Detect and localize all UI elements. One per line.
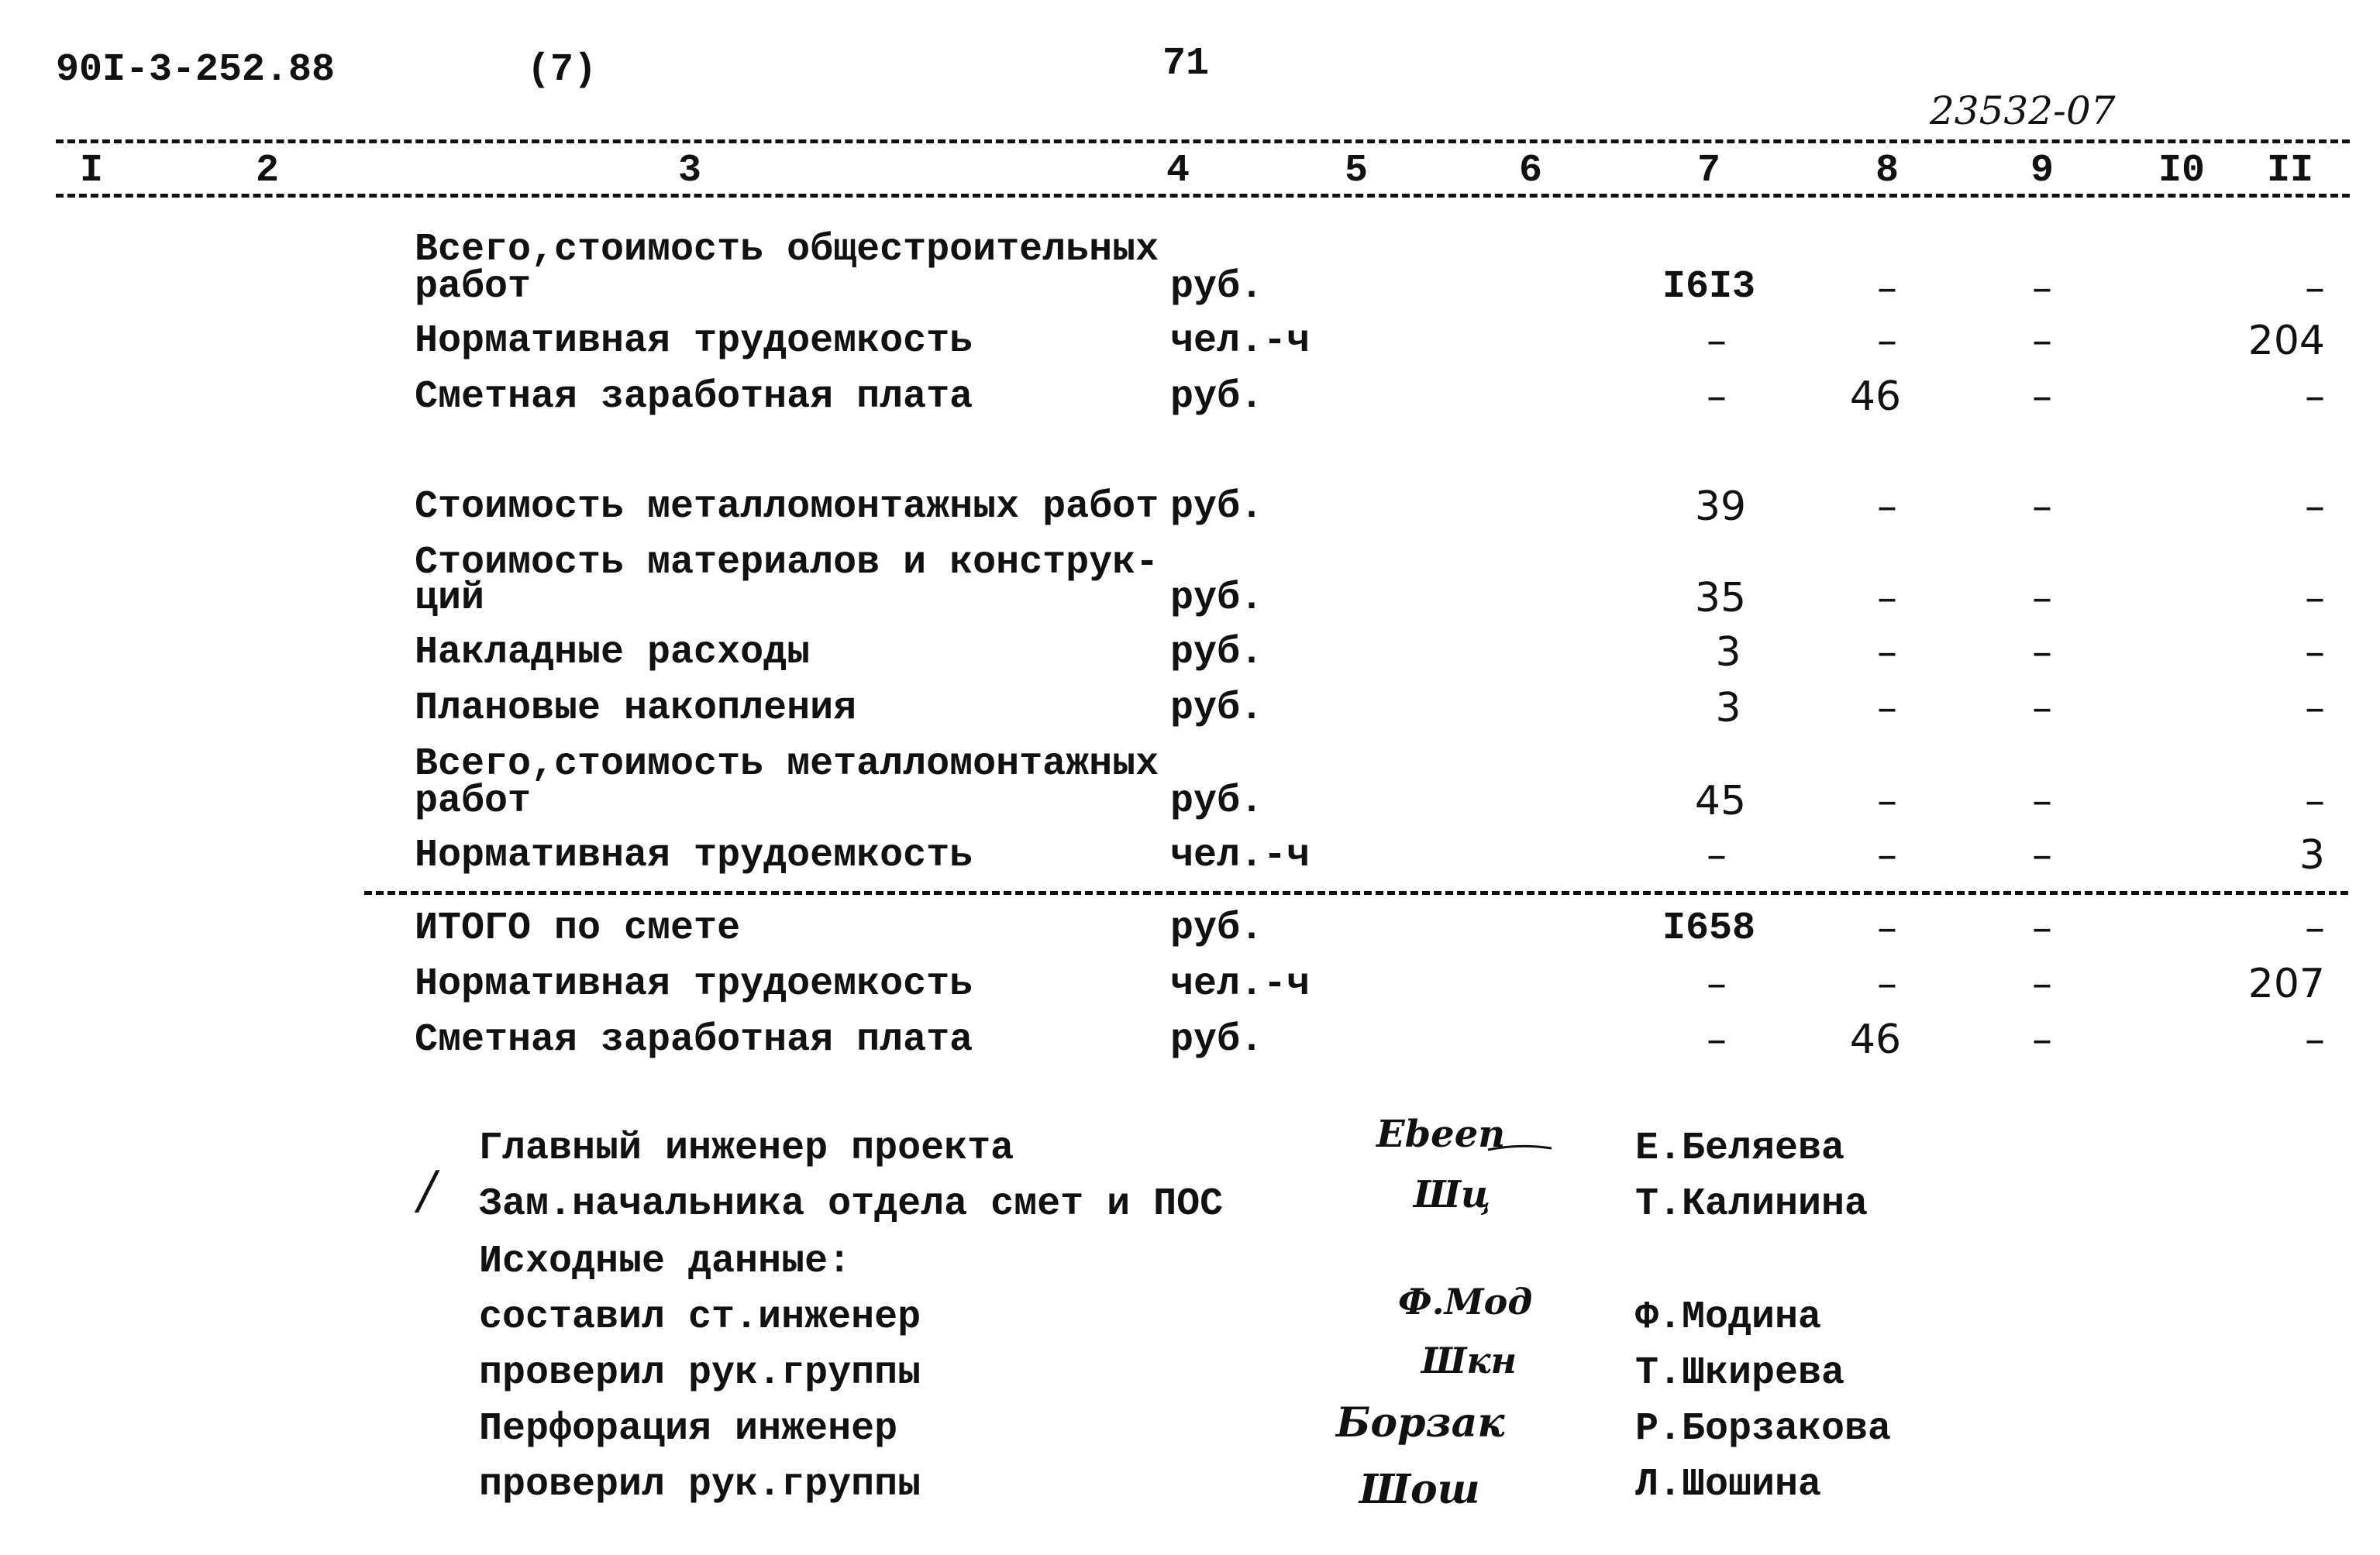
signature-shkireva <box>1418 1333 1550 1395</box>
row-unit: чел.-ч <box>1170 319 1311 363</box>
row-col8: – <box>1877 318 1897 364</box>
column-number-10: I0 <box>2158 149 2206 193</box>
row-label-line2: ций <box>415 576 485 621</box>
row-label-line2: работ <box>415 265 532 309</box>
row-col11: – <box>2305 905 2325 951</box>
row-col8: 46 <box>1849 1017 1902 1063</box>
header-top-rule <box>56 139 2350 143</box>
row-col8: – <box>1877 778 1897 824</box>
column-number-11: II <box>2266 149 2314 193</box>
svg-text:Ebeen: Ebeen <box>1376 1113 1506 1156</box>
row-col9: – <box>2032 629 2052 676</box>
row-col11: – <box>2305 685 2325 731</box>
signer-name: Т.Шкирева <box>1635 1351 1845 1395</box>
row-unit: руб. <box>1170 265 1264 309</box>
signer-name: Р.Борзакова <box>1635 1407 1892 1451</box>
row-unit: чел.-ч <box>1170 962 1311 1006</box>
row-label: Сметная заработная плата <box>415 1018 973 1062</box>
column-number-7: 7 <box>1696 149 1721 193</box>
margin-mark: / <box>418 1161 436 1220</box>
svg-text:Ф.Мод: Ф.Мод <box>1398 1281 1533 1323</box>
column-number-2: 2 <box>255 149 280 193</box>
row-col11: – <box>2305 373 2325 420</box>
row-col9: – <box>2032 685 2052 731</box>
row-col8: – <box>1877 629 1897 676</box>
row-col11: – <box>2305 1017 2325 1063</box>
signature-beliaeva <box>1372 1109 1558 1164</box>
signer-role: составил ст.инженер <box>479 1295 921 1340</box>
row-unit: руб. <box>1170 375 1264 419</box>
row-col7: 3 <box>1715 685 1741 731</box>
row-col9: – <box>2032 961 2052 1007</box>
row-label-line1: Всего,стоимость общестроительных <box>415 228 1159 272</box>
signature-modina <box>1395 1274 1565 1336</box>
signer-role: проверил рук.группы <box>479 1351 921 1395</box>
handwritten-document-id: 23532-07 <box>1930 88 2116 133</box>
row-col7: – <box>1707 373 1727 420</box>
signer-role: проверил рук.группы <box>479 1463 921 1507</box>
signer-name: Т.Калинина <box>1635 1182 1869 1226</box>
svg-text:Шкн: Шкн <box>1421 1340 1517 1381</box>
svg-text:Шош: Шош <box>1359 1466 1480 1513</box>
row-col9: – <box>2032 778 2052 824</box>
row-col7: 3 <box>1715 629 1741 676</box>
document-code: 90I-3-252.88 <box>56 48 336 92</box>
row-unit: руб. <box>1170 779 1264 824</box>
row-unit: руб. <box>1170 907 1264 951</box>
row-col7: – <box>1707 1017 1727 1063</box>
sheet-note: (7) <box>527 48 598 92</box>
row-unit: руб. <box>1170 631 1264 675</box>
row-col7: – <box>1707 961 1727 1007</box>
signature-shoshina <box>1356 1457 1558 1526</box>
column-number-6: 6 <box>1518 149 1543 193</box>
row-label: Нормативная трудоемкость <box>415 834 973 878</box>
row-col8: – <box>1877 832 1897 879</box>
row-unit: чел.-ч <box>1170 834 1311 878</box>
row-col11: – <box>2305 629 2325 676</box>
row-col9: – <box>2032 483 2052 530</box>
row-label: Нормативная трудоемкость <box>415 319 973 363</box>
row-col11: – <box>2305 575 2325 621</box>
row-label-line1: Всего,стоимость металломонтажных <box>415 742 1159 786</box>
row-col11: 207 <box>2247 961 2325 1007</box>
row-col7: – <box>1707 832 1727 879</box>
column-number-1: I <box>79 149 104 193</box>
row-col8: – <box>1877 685 1897 731</box>
row-col7: I658 <box>1662 907 1756 951</box>
row-col9: – <box>2032 905 2052 951</box>
row-col8: – <box>1877 265 1897 311</box>
signer-role: Зам.начальника отдела смет и ПОС <box>479 1182 1224 1226</box>
row-col8: 46 <box>1849 373 1902 420</box>
column-number-9: 9 <box>2030 149 2055 193</box>
row-label: Накладные расходы <box>415 631 811 675</box>
row-label-line1: Стоимость материалов и конструк- <box>415 541 1159 585</box>
row-label: Сметная заработная плата <box>415 375 973 419</box>
row-unit: руб. <box>1170 686 1264 731</box>
page-number: 71 <box>1162 42 1210 86</box>
row-col7: – <box>1707 318 1727 364</box>
row-unit: руб. <box>1170 485 1264 529</box>
row-label: Нормативная трудоемкость <box>415 962 973 1006</box>
header-bottom-rule <box>56 194 2350 198</box>
row-col7: 35 <box>1694 575 1747 621</box>
row-col9: – <box>2032 832 2052 879</box>
row-col9: – <box>2032 575 2052 621</box>
signer-name: Л.Шошина <box>1635 1463 1822 1507</box>
column-number-4: 4 <box>1166 149 1190 193</box>
column-number-8: 8 <box>1875 149 1900 193</box>
row-col9: – <box>2032 265 2052 311</box>
svg-text:Шц: Шц <box>1414 1173 1491 1216</box>
row-col8: – <box>1877 483 1897 530</box>
row-unit: руб. <box>1170 1018 1264 1062</box>
row-unit: руб. <box>1170 576 1264 621</box>
row-col7: 39 <box>1694 483 1747 530</box>
row-col11: 204 <box>2247 318 2325 364</box>
signer-name: Е.Беляева <box>1635 1127 1845 1171</box>
svg-text:Борзак: Борзак <box>1336 1399 1505 1447</box>
row-col7: I6I3 <box>1662 265 1756 309</box>
signer-name: Ф.Модина <box>1635 1295 1822 1340</box>
row-label: Плановые накопления <box>415 686 857 731</box>
row-col8: – <box>1877 905 1897 951</box>
signer-role: Исходные данные: <box>479 1240 852 1284</box>
column-number-5: 5 <box>1344 149 1369 193</box>
column-number-3: 3 <box>677 149 702 193</box>
row-col8: – <box>1877 575 1897 621</box>
signer-role: Главный инженер проекта <box>479 1127 1014 1171</box>
row-col11: – <box>2305 265 2325 311</box>
row-label: ИТОГО по смете <box>415 907 741 951</box>
row-col11: 3 <box>2299 832 2325 879</box>
row-col9: – <box>2032 318 2052 364</box>
signature-kalinina <box>1410 1167 1527 1229</box>
row-label-line2: работ <box>415 779 532 824</box>
row-col9: – <box>2032 373 2052 420</box>
row-col9: – <box>2032 1017 2052 1063</box>
row-label: Стоимость металломонтажных работ <box>415 485 1159 529</box>
row-col11: – <box>2305 483 2325 530</box>
row-col11: – <box>2305 778 2325 824</box>
row-col7: 45 <box>1694 778 1747 824</box>
row-col8: – <box>1877 961 1897 1007</box>
signer-role: Перфорация инженер <box>479 1407 898 1451</box>
signature-borzakova <box>1333 1390 1558 1460</box>
total-separator-rule <box>364 891 2348 895</box>
